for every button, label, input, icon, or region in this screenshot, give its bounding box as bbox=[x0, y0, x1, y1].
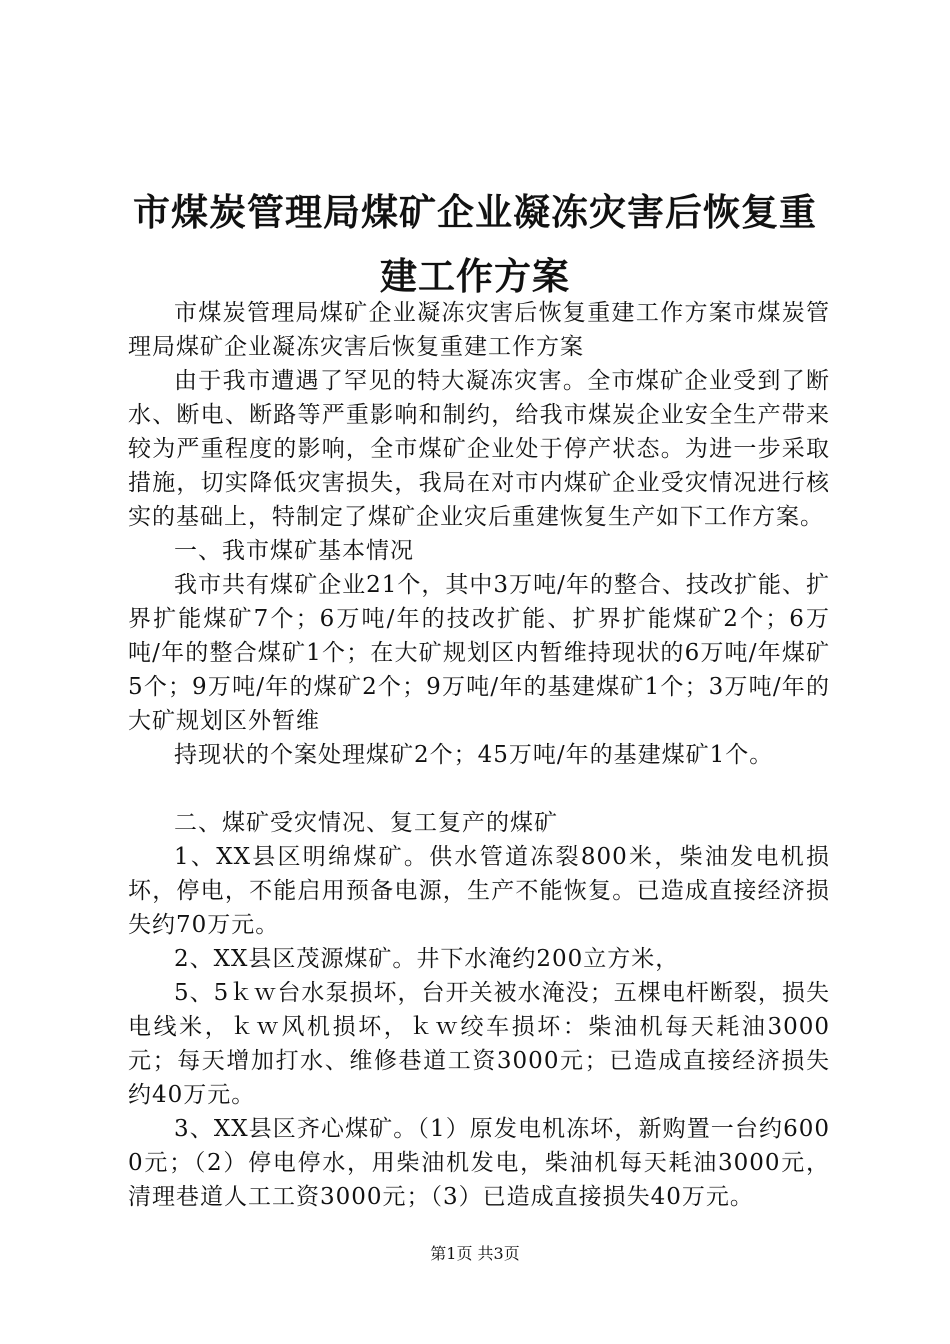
paragraph-intro: 市煤炭管理局煤矿企业凝冻灾害后恢复重建工作方案市煤炭管理局煤矿企业凝冻灾害后恢复重建工作方案 bbox=[128, 300, 830, 360]
page-number-footer: 第1页 共3页 bbox=[430, 1244, 520, 1263]
paragraph-mine-counts-cont: 持现状的个案处理煤矿2个；45万吨/年的基建煤矿1个。 bbox=[174, 742, 774, 768]
section-heading-disaster: 二、煤矿受灾情况、复工复产的煤矿 bbox=[174, 810, 558, 836]
paragraph-mine-counts: 我市共有煤矿企业21个，其中3万吨/年的整合、技改扩能、扩界扩能煤矿7个；6万吨/年的技改扩能、扩界扩能煤矿2个；6万吨/年的整合煤矿1个；在大矿规划区内暂维持现状的6万吨/年煤矿5个；9万吨/年的煤矿2个；9万吨/年的基建煤矿1个；3万吨/年的大矿规划区外暂维 bbox=[128, 572, 830, 734]
document-title: 市煤炭管理局煤矿企业凝冻灾害后恢复重建工作方案 bbox=[133, 190, 817, 298]
document-body bbox=[128, 296, 830, 1214]
paragraph-qixin-mine: 3、XX县区齐心煤矿。（1）原发电机冻坏，新购置一台约6000元；（2）停电停水，用柴油机发电，柴油机每天耗油3000元，清理巷道人工工资3000元；（3）已造成直接损失40万元。 bbox=[128, 1116, 830, 1210]
paragraph-maoyuan-damage: 5、5ｋｗ台水泵损坏，台开关被水淹没；五棵电杆断裂，损失电线米，ｋｗ风机损坏，ｋｗ绞车损坏：柴油机每天耗油3000元；每天增加打水、维修巷道工资3000元；已造成直接经济损失约40万元。 bbox=[128, 980, 830, 1108]
blank-line bbox=[128, 772, 830, 806]
section-heading-basic-info: 一、我市煤矿基本情况 bbox=[174, 538, 414, 564]
paragraph-mingmian-mine: 1、XX县区明绵煤矿。供水管道冻裂800米，柴油发电机损坏，停电，不能启用预备电源，生产不能恢复。已造成直接经济损失约70万元。 bbox=[128, 844, 830, 938]
paragraph-background: 由于我市遭遇了罕见的特大凝冻灾害。全市煤矿企业受到了断水、断电、断路等严重影响和制约，给我市煤炭企业安全生产带来较为严重程度的影响，全市煤矿企业处于停产状态。为进一步采取措施，切实降低灾害损失，我局在对市内煤矿企业受灾情况进行核实的基础上，特制定了煤矿企业灾后重建恢复生产如下工作方案。 bbox=[128, 368, 830, 530]
paragraph-maoyuan-mine: 2、XX县区茂源煤矿。井下水淹约200立方米， bbox=[174, 946, 680, 972]
